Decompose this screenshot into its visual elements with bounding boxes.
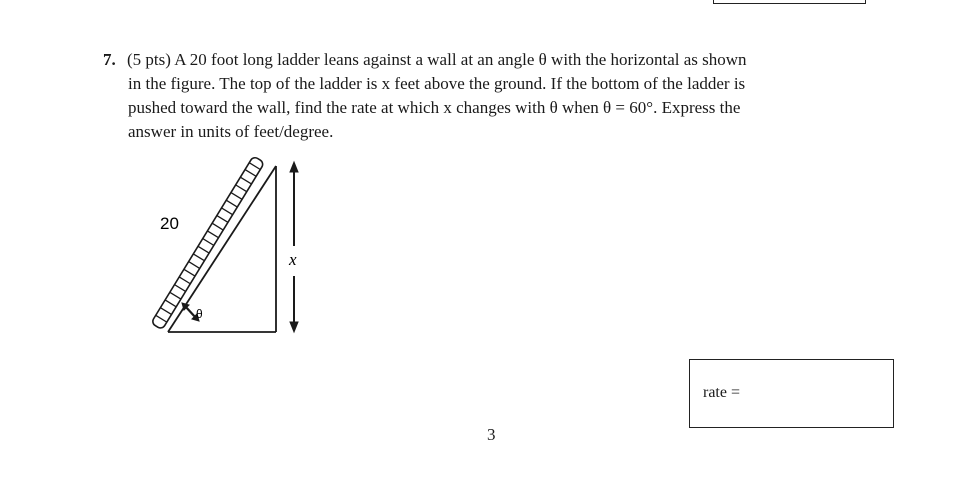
problem-line-4 bbox=[103, 120, 893, 144]
problem-number: 7. bbox=[103, 50, 116, 69]
problem-text-line: (5 pts) A 20 foot long ladder leans against a wall at an angle θ with the horizontal as shown bbox=[127, 50, 747, 69]
ladder-diagram bbox=[138, 142, 313, 342]
problem-line-2 bbox=[103, 72, 893, 96]
ladder-figure bbox=[138, 142, 313, 342]
answer-box-previous bbox=[713, 0, 866, 4]
height-label: x bbox=[289, 250, 297, 269]
answer-box[interactable] bbox=[689, 359, 894, 428]
answer-label: rate = bbox=[703, 384, 740, 401]
ladder-length-label: 20 bbox=[160, 214, 179, 233]
problem-text-line: in the figure. The top of the ladder is x feet above the ground. If the bottom of the ladder is bbox=[128, 74, 746, 93]
problem-line-3 bbox=[103, 96, 893, 120]
problem-text-line: answer in units of feet/degree. bbox=[128, 122, 334, 141]
page-number: 3 bbox=[487, 425, 496, 444]
height-arrow-icon bbox=[290, 162, 298, 332]
ladder-icon bbox=[151, 156, 264, 330]
problem-text-line: pushed toward the wall, find the rate at which x changes with θ when θ = 60°. Express the bbox=[128, 98, 741, 117]
problem-7 bbox=[103, 48, 893, 144]
problem-line-1 bbox=[103, 48, 893, 72]
angle-label: θ bbox=[196, 307, 203, 321]
